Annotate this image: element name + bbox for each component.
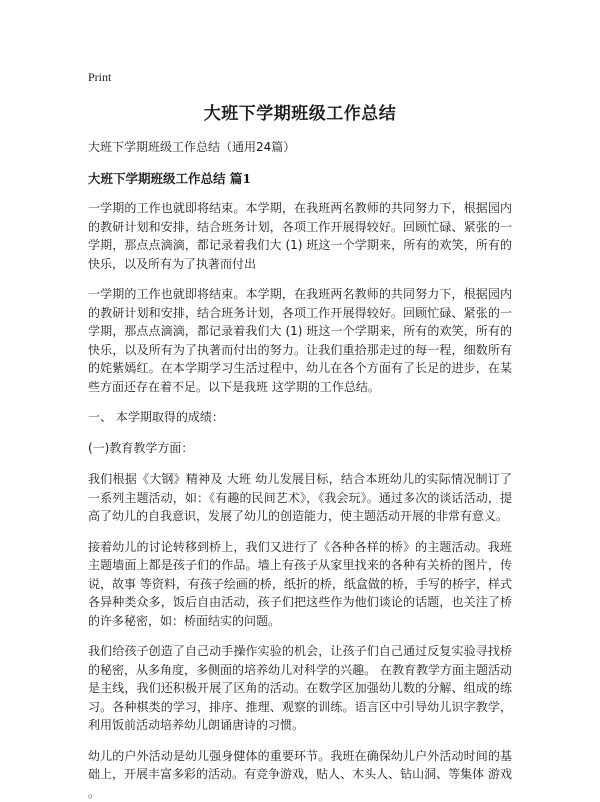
education-heading: (一)教育教学方面： xyxy=(88,439,512,456)
paragraph: 一学期的工作也就即将结束。本学期，在我班两名教师的共同努力下，根据园内的教研计划和安排，结合班务计划，各项工作开展得较好。回顾忙碌、紧张的一学期，那点点滴滴，都记录着我们大 (1) 班这一个学期来，所有的欢笑，所有的快乐，以及所有为了执著而付出的努力。让我们重拾那走过的每一程，细数所有的姹紫嫣红。在本学期学习生活过程中，幼儿在各个方面有了长足的进步，在某些方面还存在着不足。以下是我班 这学期的工作总结。 xyxy=(88,285,512,396)
document-title: 大班下学期班级工作总结 xyxy=(88,99,512,124)
document-subtitle: 大班下学期班级工作总结（通用24篇） xyxy=(88,138,512,155)
paragraph: 接着幼儿的讨论转移到桥上，我们又进行了《各种各样的桥》的主题活动。我班主题墙面上都是孩子们的作品。墙上有孩子从家里找来的各种有关桥的图片，传说，故事 等资料，有孩子绘画的桥，纸折的桥，纸盒做的桥，手写的桥字，样式各异种类众多，饭后自由活动，孩子们把这些作为他们谈论的话题，也关注了桥的许多秘密，如：桥面结实的问题。 xyxy=(88,538,512,631)
paragraph: 我们根据《大钢》精神及 大班 幼儿发展目标，结合本班幼儿的实际情况制订了一系列主题活动，如：《有趣的民间艺术》，《我会玩》。通过多次的谈话活动，提高了幼儿的自我意识，发展了幼儿的创造能力，使主题活动开展的非常有意义。 xyxy=(88,470,512,526)
achievements-heading: 一、 本学期取得的成绩： xyxy=(88,408,512,425)
paragraph: 我们给孩子创造了自己动手操作实验的机会，让孩子们自己通过反复实验寻找桥的秘密，从多角度，多侧面的培养幼儿对科学的兴趣。 在教育教学方面主题活动是主线，我们还积极开展了区角的活动。在数学区加强幼儿数的分解、组成的练习。各种棋类的学习，排序、推理、观察的训练。语言区中引导幼儿识字教学，利用饭前活动培养幼儿朗诵唐诗的习惯。 xyxy=(88,642,512,735)
paragraph: 幼儿的户外活动是幼儿强身健体的重要环节。我班在确保幼儿户外活动时间的基础上，开展丰富多彩的活动。有竞争游戏，贴人、木头人、钻山洞、等集体 游戏 。 xyxy=(88,747,512,802)
print-label[interactable]: Print xyxy=(88,70,512,85)
section-heading: 大班下学期班级工作总结 篇1 xyxy=(88,169,512,187)
paragraph: 一学期的工作也就即将结束。本学期，在我班两名教师的共同努力下，根据园内的教研计划和安排，结合班务计划，各项工作开展得较好。回顾忙碌、紧张的一学期，那点点滴滴，都记录着我们大 (1) 班这一个学期来，所有的欢笑，所有的快乐，以及所有为了执著而付出 xyxy=(88,199,512,273)
